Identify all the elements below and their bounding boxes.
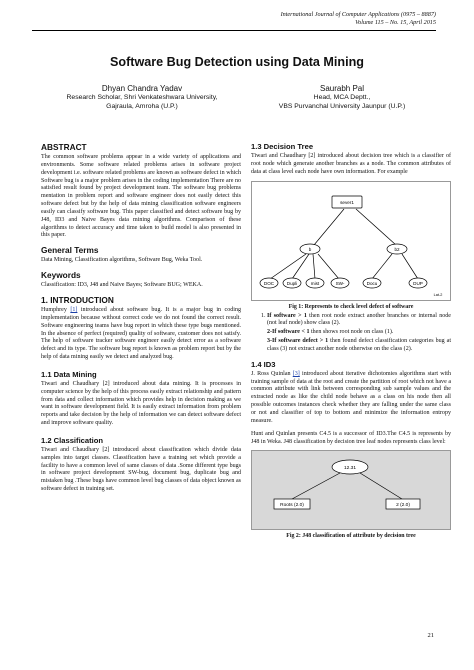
journal-name: International Journal of Computer Applications (0975 – 8887): [280, 11, 436, 18]
journal-header: [281, 11, 436, 27]
rule-text: then found defect classification categories bug at class (3) not extract another node otherwise on the class (2).: [267, 338, 451, 352]
branch-label: b: [308, 246, 312, 252]
list-item: [251, 329, 451, 337]
leaf-label: Roots (2.0): [280, 503, 304, 509]
paper-title: Software Bug Detection using Data Mining: [110, 55, 364, 69]
general-terms-heading: General Terms: [41, 245, 99, 256]
rule-condition: 2-If software < 1: [267, 329, 310, 336]
author-1: [52, 84, 232, 111]
figure-1: [251, 181, 451, 301]
rule-text: then shows root node on class (1).: [309, 329, 394, 336]
rule-condition: 3-If software defect > 1: [267, 338, 329, 345]
intro-text-rest: introduced about software bug. It is a major bug in coding implementation because without correct code we do not found the correct result. Software engineering teams have bug report in which these type bugs mentioned. In the absence of perfect (required) quality of software, customer does not satisfy. The help of software tracker software engineer easily detect error as a software defect and its type. The software bug report is known as problem report but by the help of data mining easily we detect and analyzed bug.: [41, 306, 242, 361]
intro-heading: 1. INTRODUCTION: [41, 294, 114, 305]
list-item: [251, 338, 451, 354]
figure-stamp: Lat-2: [433, 292, 443, 297]
id3-text-rest: introduced about iterative dichotomies algorithms start with training sample of data at the root and create the partition of root which not have a common attribute with link between corresponding sub sample values and the extracted node as like the child node behave as a class on his node then all possible outcomes instances check whether they are falling under the same class or not and classifier of top to bottom and minimize the information entropy measure.: [251, 370, 451, 424]
rule-text: then root node extract another branches or internal node (not leaf node) show class (2).: [267, 312, 451, 327]
leaf-label: mist: [310, 280, 320, 286]
author-location: VBS Purvanchal University Jaunpur (U.P.): [278, 103, 406, 110]
id3-heading: 1.4 ID3: [251, 359, 276, 369]
author-name: Saurabh Pal: [319, 84, 365, 93]
classification-text: Tiwari and Chaudhary [2] introduced about classification which divide data samples into target classes. Classification have a training set which provide a facility to have a common level of same classes of data .Some different type bugs in software project development SW-bug, document bug, duplicate bug and mistaken bug .These bugs have common level bug classes of data object known as software defect in training set.: [41, 446, 241, 493]
decision-rules-list: [251, 313, 451, 354]
left-column: [41, 142, 241, 494]
author-location: Gajraula, Amroha (U.P.): [106, 103, 178, 110]
figure-2-caption: Fig 2: J48 classification of attribute by decision tree: [286, 533, 416, 540]
root-label: sever1: [340, 199, 354, 205]
right-column: [251, 142, 451, 539]
leaf-label: Dupli: [286, 280, 298, 286]
citation-link[interactable]: [1]: [70, 306, 78, 313]
decision-tree-text: Tiwari and Chaudhary [2] introduced about decision tree which is a classifier of root node which generate another branches as a node. The common attributes of data at class level each node have own information. For example: [251, 153, 451, 175]
author-affiliation: Head, MCA Deptt.,: [313, 94, 371, 101]
list-item: [267, 313, 451, 329]
leaf-label: SW-: [335, 280, 345, 286]
j48-tree-figure: [252, 451, 450, 529]
page-number: 21: [427, 632, 434, 639]
citation-link[interactable]: [3]: [292, 370, 300, 377]
classification-heading: 1.2 Classification: [41, 435, 104, 445]
leaf-label: 2 (2.0): [396, 503, 410, 509]
root-label: 12.31: [343, 466, 357, 472]
journal-volume: Volume 115 – No. 15, April 2015: [355, 19, 436, 27]
figure-1-caption: Fig 1: Represents to check level defect of software: [288, 303, 414, 310]
leaf-label: DUP: [413, 280, 423, 286]
data-mining-heading: 1.1 Data Mining: [41, 369, 97, 379]
abstract-text: The common software problems appear in a wide variety of applications and environments. Some software related problems arises in software project development i.e. software related problems are known as software defect in which Software bug is a major problem arises in the coding implementation There are no satisfied result found by project development team. The software bug problems mentation in problem report and software engineer does not easily detect this software defect but by the help of data mining classification software engineers easily can classify software bug. This paper classified and detect software bug by J48, ID3 and Naive Bayes data mining algorithms. Comparison of these algorithms to detect accuracy and time taken to build model is also presented in this paper.: [41, 154, 241, 239]
leaf-label: Docu: [366, 280, 378, 286]
data-mining-text: Tiwari and Chaudhary [2] introduced about data mining. It is processes in computer science by the help of this process easily extract relationship and pattern from data and collect information which provides help in decision making as we want in software development field. It is easily extract information from problem reports and take decision by the help of information we can detect software defect and improve software quality.: [41, 380, 241, 427]
keywords-heading: Keywords: [41, 270, 81, 281]
rule-condition: If software > 1: [267, 312, 307, 319]
intro-text: [41, 307, 241, 362]
decision-tree-figure: [252, 182, 450, 300]
figure-2: [251, 450, 451, 530]
abstract-heading: ABSTRACT: [41, 142, 87, 152]
id3-text-start: J. Ross Quinlan: [251, 370, 293, 377]
leaf-label: DOC: [263, 280, 275, 286]
keywords-text: Classification: ID3, J48 and Naive Bayes; Software BUG; WEKA.: [41, 282, 203, 289]
header-rule: [32, 30, 436, 31]
intro-text-start: Humphrey: [41, 306, 71, 313]
author-affiliation: Research Scholar, Shri Venkateshwara University,: [66, 94, 218, 101]
id3-text: [251, 371, 451, 426]
branch-label: b2: [394, 246, 400, 252]
decision-tree-heading: 1.3 Decision Tree: [251, 142, 314, 151]
author-name: Dhyan Chandra Yadav: [101, 84, 183, 93]
id3-text-2: Hunt and Quinlan presents C4.5 is a successor of ID3.The C4.5 is represents by J48 in Weka. J48 classification by decision tree leaf nodes represents class level:: [251, 430, 451, 445]
general-terms-text: Data Mining, Classification algorithms, Software Bug, Weka Tool.: [41, 257, 203, 264]
author-2: [252, 84, 432, 111]
